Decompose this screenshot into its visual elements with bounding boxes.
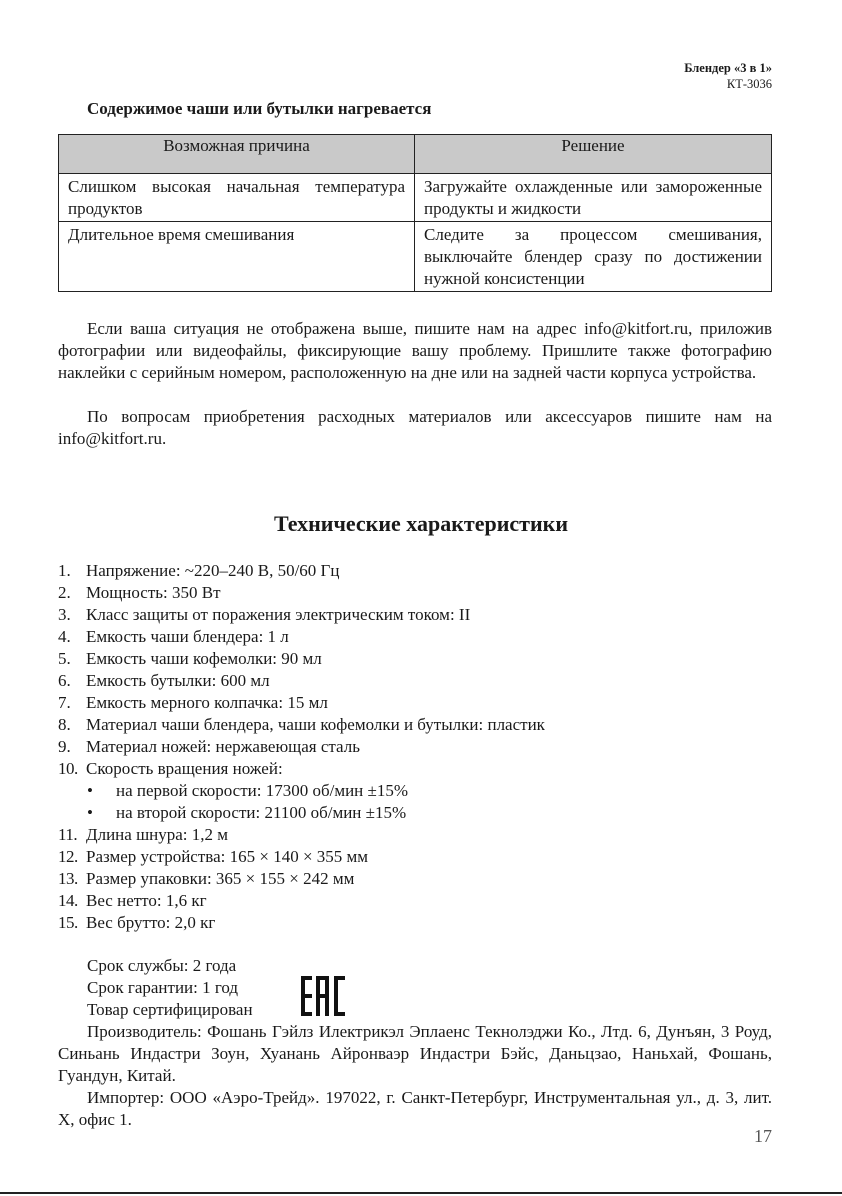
- spec-number: 15.: [58, 913, 78, 932]
- spec-text: Длина шнура: 1,2 м: [86, 825, 229, 844]
- spec-text: Класс защиты от поражения электрическим током: II: [86, 605, 471, 624]
- spec-number: 14.: [58, 891, 78, 910]
- bottom-divider: [0, 1192, 842, 1194]
- spec-text: Скорость вращения ножей:: [86, 759, 283, 778]
- table-row: [59, 222, 772, 292]
- page-number: 17: [754, 1126, 772, 1146]
- spec-item: [58, 868, 772, 890]
- spec-number: 3.: [58, 605, 71, 624]
- specs-list: [58, 560, 772, 934]
- spec-item: [58, 692, 772, 714]
- warranty-period: Срок гарантии: 1 год: [87, 978, 239, 997]
- spec-number: 2.: [58, 583, 71, 602]
- trouble-title: Содержимое чаши или бутылки нагревается: [87, 99, 432, 118]
- spec-number: 1.: [58, 561, 71, 580]
- manufacturer-info: Производитель: Фошань Гэйлз Илектрикэл Эплаенс Текнолэджи Ко., Лтд. 6, Дунъян, 3 Роуд, Синьань Индастри Зоун, Хуанань Айронваэр Индастри Бэйс, Даньцзао, Наньхай, Фошань, Гуандун, Китай.: [58, 1022, 772, 1085]
- bullet-text: на первой скорости: 17300 об/мин ±15%: [116, 781, 409, 800]
- importer-info: Импортер: ООО «Аэро-Трейд». 197022, г. Санкт-Петербург, Инструментальная ул., д. 3, лит. Х, офис 1.: [58, 1088, 772, 1129]
- contact-paragraph: Если ваша ситуация не отображена выше, пишите нам на адрес info@kitfort.ru, приложив фотографии или видеофайлы, фиксирующие вашу проблему. Пришлите также фотографию наклейки с серийным номером, расположенную на дне или на задней части корпуса устройства.: [58, 319, 772, 382]
- spec-text: Размер устройства: 165 × 140 × 355 мм: [86, 847, 369, 866]
- cause-cell: Слишком высокая начальная температура продуктов: [59, 174, 415, 222]
- spec-item: [58, 604, 772, 626]
- spec-item: [58, 846, 772, 868]
- spec-item: [58, 582, 772, 604]
- accessories-paragraph: По вопросам приобретения расходных материалов или аксессуаров пишите нам на info@kitfort.ru.: [58, 407, 772, 448]
- solution-cell: Загружайте охлажденные или замороженные продукты и жидкости: [415, 174, 772, 222]
- spec-text: Емкость мерного колпачка: 15 мл: [86, 693, 328, 712]
- troubleshooting-table: [58, 134, 772, 292]
- spec-item: [58, 560, 772, 582]
- spec-number: 5.: [58, 649, 71, 668]
- speed-bullet: [58, 780, 772, 802]
- spec-text: Напряжение: ~220–240 В, 50/60 Гц: [86, 561, 340, 580]
- spec-text: Материал чаши блендера, чаши кофемолки и бутылки: пластик: [86, 715, 545, 734]
- spec-item: [58, 736, 772, 758]
- column-header-cause: Возможная причина: [59, 135, 415, 174]
- spec-text: Емкость бутылки: 600 мл: [86, 671, 270, 690]
- spec-item: [58, 890, 772, 912]
- spec-item: [58, 648, 772, 670]
- spec-text: Вес брутто: 2,0 кг: [86, 913, 216, 932]
- spec-item: [58, 626, 772, 648]
- bullet-icon: •: [87, 781, 93, 800]
- speed-bullet: [58, 802, 772, 824]
- table-row: [59, 174, 772, 222]
- spec-number: 4.: [58, 627, 71, 646]
- spec-number: 6.: [58, 671, 71, 690]
- service-info: [58, 955, 772, 1131]
- specs-title: Технические характеристики: [273, 511, 569, 536]
- spec-number: 11.: [58, 825, 78, 844]
- spec-item: [58, 824, 772, 846]
- spec-number: 10.: [58, 759, 78, 778]
- spec-item: [58, 714, 772, 736]
- certification-note: Товар сертифицирован: [87, 1000, 253, 1019]
- eac-mark-icon: [301, 976, 345, 1016]
- spec-number: 7.: [58, 693, 71, 712]
- service-life: Срок службы: 2 года: [87, 956, 237, 975]
- column-header-solution: Решение: [415, 135, 772, 174]
- bullet-icon: •: [87, 803, 93, 822]
- bullet-text: на второй скорости: 21100 об/мин ±15%: [116, 803, 407, 822]
- spec-number: 12.: [58, 847, 78, 866]
- page-header: [684, 60, 772, 92]
- solution-cell: Следите за процессом смешивания, выключайте блендер сразу по достижении нужной консистенции: [415, 222, 772, 292]
- spec-number: 13.: [58, 869, 78, 888]
- spec-item: [58, 670, 772, 692]
- spec-text: Емкость чаши блендера: 1 л: [86, 627, 289, 646]
- spec-text: Емкость чаши кофемолки: 90 мл: [86, 649, 322, 668]
- spec-text: Материал ножей: нержавеющая сталь: [86, 737, 360, 756]
- header-model: КТ-3036: [726, 77, 772, 91]
- cause-cell: Длительное время смешивания: [59, 222, 415, 292]
- spec-text: Вес нетто: 1,6 кг: [86, 891, 207, 910]
- spec-item: [58, 758, 772, 780]
- spec-text: Мощность: 350 Вт: [86, 583, 221, 602]
- spec-number: 8.: [58, 715, 71, 734]
- spec-number: 9.: [58, 737, 71, 756]
- spec-item: [58, 912, 772, 934]
- header-product: Блендер «3 в 1»: [684, 61, 772, 75]
- spec-text: Размер упаковки: 365 × 155 × 242 мм: [86, 869, 355, 888]
